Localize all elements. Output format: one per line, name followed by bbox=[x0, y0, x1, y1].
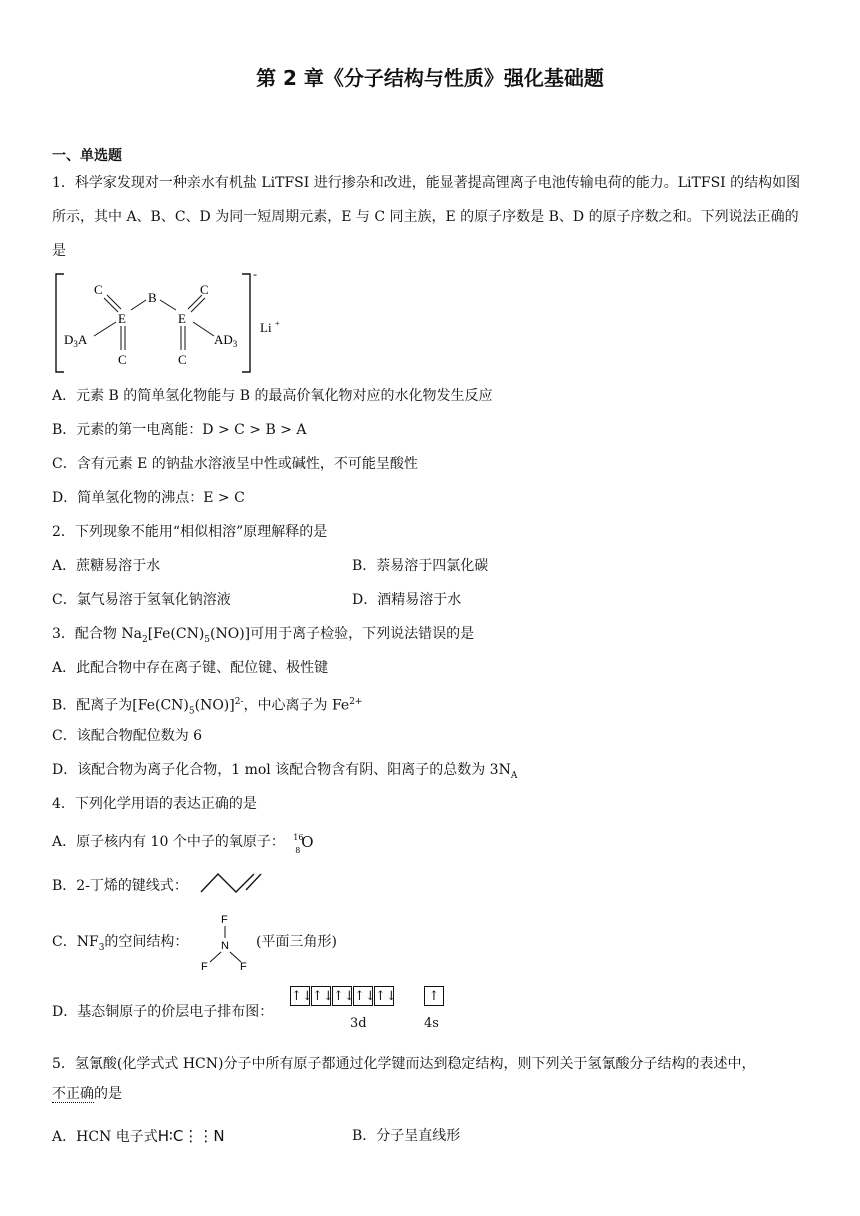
orbital-box-3d-2: ↑↓ bbox=[311, 986, 331, 1006]
q5-stem-line2: 不正确的是 bbox=[52, 1086, 122, 1102]
atom-c-left-top: C bbox=[94, 282, 103, 297]
atom-e-left: E bbox=[118, 311, 126, 326]
page-title: 第 2 章《分子结构与性质》强化基础题 bbox=[256, 66, 604, 90]
atom-c-left-bottom: C bbox=[118, 352, 127, 367]
svg-text:D3A: $D_3A$ bbox=[64, 332, 88, 349]
atom-f-left: F bbox=[201, 961, 208, 972]
q1-option-d[interactable]: D．简单氢化物的沸点：E > C bbox=[52, 490, 245, 506]
q4-option-a[interactable]: A．原子核内有 10 个中子的氧原子： 16 8 O bbox=[52, 832, 319, 852]
q2-stem: 2．下列现象不能用“相似相溶”原理解释的是 bbox=[52, 524, 328, 540]
atom-b: B bbox=[148, 290, 157, 305]
orbital-box-4s: ↑ bbox=[424, 986, 444, 1006]
atom-f-right: F bbox=[240, 961, 247, 972]
2-butene-skeletal-formula bbox=[198, 868, 268, 896]
lithium-cation: Li bbox=[260, 320, 272, 335]
q2-option-d[interactable]: D．酒精易溶于水 bbox=[352, 592, 462, 608]
q1-option-a[interactable]: A．元素 B 的简单氢化物能与 B 的最高价氧化物对应的水化物发生反应 bbox=[52, 388, 493, 404]
q4-option-b[interactable]: B．2-丁烯的键线式： bbox=[52, 878, 188, 894]
q5-option-b[interactable]: B．分子呈直线形 bbox=[352, 1128, 461, 1144]
q1-option-c[interactable]: C．含有元素 E 的钠盐水溶液呈中性或碱性，不可能呈酸性 bbox=[52, 456, 418, 472]
nf3-structure-diagram bbox=[196, 912, 256, 972]
q4-option-c[interactable]: C．$NF_3$的空间结构： bbox=[52, 934, 189, 953]
q2-option-a[interactable]: A．蔗糖易溶于水 bbox=[52, 558, 161, 574]
orbital-box-3d-3: ↑↓ bbox=[332, 986, 352, 1006]
nuclide-symbol: 16 8 O bbox=[293, 833, 314, 855]
q1-stem: 1．科学家发现对一种亲水有机盐 LiTFSI 进行掺杂和改进，能显著提高锂离子电池传输电荷的能力。LiTFSI 的结构如图所示，其中 A、B、C、D 为同一短周期元素，E 与 C 同主族，E 的原子序数是 B、D 的原子序数之和。下列说法正确的是 bbox=[52, 175, 801, 259]
orbital-label-3d: 3d bbox=[350, 1016, 367, 1031]
q5-emphasis: 不正确 bbox=[52, 1086, 94, 1102]
nf3-note: (平面三角形) bbox=[256, 934, 337, 950]
section-heading: 一、单选题 bbox=[52, 148, 122, 164]
atom-c-right-bottom: C bbox=[178, 352, 187, 367]
q3-option-d[interactable]: D．该配合物为离子化合物，1 mol 该配合物含有阴、阳离子的总数为 $3N_A$ bbox=[52, 762, 518, 781]
lithium-charge: + bbox=[275, 319, 280, 328]
hcn-electron-formula: H∶C⋮⋮N bbox=[157, 1127, 225, 1145]
q3-option-a[interactable]: A．此配合物中存在离子键、配位键、极性键 bbox=[52, 660, 329, 676]
q2-option-b[interactable]: B．萘易溶于四氯化碳 bbox=[352, 558, 489, 574]
q3-option-c[interactable]: C．该配合物配位数为 6 bbox=[52, 728, 203, 744]
anion-charge: - bbox=[253, 268, 257, 281]
q3-option-b[interactable]: B．配离子为$[Fe(CN)_5(NO)]^{2-}$，中心离子为 $Fe^{2+}$ bbox=[52, 697, 363, 717]
orbital-3d-boxes bbox=[290, 986, 395, 1006]
orbital-label-4s: 4s bbox=[424, 1016, 439, 1031]
q5-stem-line1: 5．氢氰酸(化学式式 HCN)分子中所有原子都通过化学键而达到稳定结构，则下列关于氢氰酸分子结构的表述中， bbox=[52, 1056, 756, 1072]
q4-stem: 4．下列化学用语的表达正确的是 bbox=[52, 796, 257, 812]
q1-structure-diagram bbox=[52, 268, 292, 378]
orbital-box-3d-1: ↑↓ bbox=[290, 986, 310, 1006]
q4-option-d[interactable]: D．基态铜原子的价层电子排布图： bbox=[52, 1004, 274, 1020]
atom-n: N bbox=[221, 940, 229, 952]
atom-f-top: F bbox=[221, 914, 228, 926]
svg-text:AD3: $AD_3$ bbox=[214, 332, 238, 349]
q3-stem: 3．配合物 $Na_2[Fe(CN)_5(NO)]$可用于离子检验，下列说法错误的是 bbox=[52, 626, 475, 645]
atom-e-right: E bbox=[178, 311, 186, 326]
orbital-box-3d-5: ↑↓ bbox=[374, 986, 394, 1006]
q1-option-b[interactable]: B．元素的第一电离能：D > C > B > A bbox=[52, 422, 307, 438]
q5-option-a[interactable]: A．HCN 电子式H∶C⋮⋮N bbox=[52, 1127, 225, 1145]
orbital-box-3d-4: ↑↓ bbox=[353, 986, 373, 1006]
q2-option-c[interactable]: C．氯气易溶于氢氧化钠溶液 bbox=[52, 592, 231, 608]
atom-c-right-top: C bbox=[200, 282, 209, 297]
